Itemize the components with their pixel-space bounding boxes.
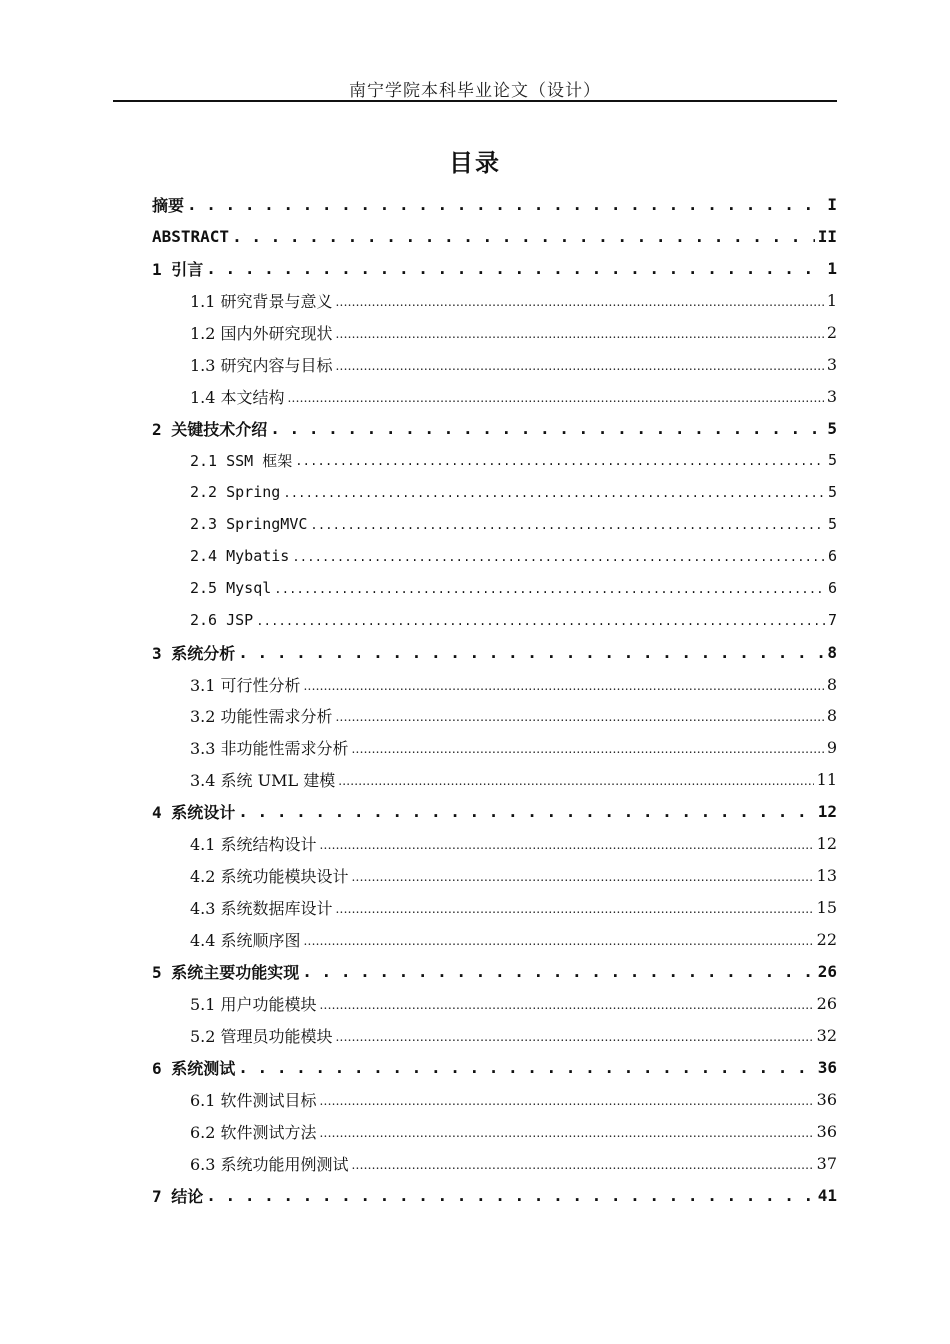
toc-page-number: 3 [826, 387, 837, 407]
toc-dot-leader [256, 611, 825, 629]
toc-page-number: 1 [827, 259, 837, 279]
toc-page-number: 26 [816, 993, 837, 1013]
toc-page-number: I [827, 195, 837, 215]
toc-section-entry[interactable] [152, 764, 837, 796]
toc-page-number: 37 [816, 1153, 837, 1173]
toc-dot-leader [238, 802, 814, 821]
toc-page-number: 6 [827, 547, 837, 566]
toc-dot-leader [320, 834, 814, 853]
toc-dot-leader [302, 962, 814, 981]
toc-section-entry[interactable] [152, 1115, 837, 1147]
toc-section-entry[interactable] [152, 1147, 837, 1179]
toc-page-number: 12 [817, 802, 837, 822]
header-divider [113, 100, 837, 102]
toc-section-entry[interactable] [152, 508, 837, 540]
toc-dot-leader [187, 195, 824, 214]
toc-section-entry[interactable] [152, 892, 837, 924]
running-header: 南宁学院本科毕业论文（设计） [349, 81, 601, 101]
toc-section-entry[interactable] [152, 987, 837, 1019]
toc-entry-label: 3.3 非功能性需求分析 [190, 739, 349, 759]
toc-section-entry[interactable] [152, 1019, 837, 1051]
toc-section-entry[interactable] [152, 445, 837, 477]
toc-page-number: 7 [827, 611, 837, 630]
toc-section-entry[interactable] [152, 349, 837, 381]
toc-dot-leader [238, 643, 824, 662]
toc-entry-label: 5 系统主要功能实现 [152, 962, 300, 982]
table-of-contents [152, 189, 837, 1211]
toc-entry-label: 4 系统设计 [152, 803, 236, 823]
toc-dot-leader [336, 898, 814, 917]
toc-title: 目录 [449, 149, 501, 177]
toc-entry-label: 5.2 管理员功能模块 [190, 1026, 333, 1046]
toc-section-entry[interactable] [152, 317, 837, 349]
toc-entry-label: 1.4 本文结构 [190, 388, 285, 408]
toc-entry-label: 4.1 系统结构设计 [190, 835, 317, 855]
toc-section-entry[interactable] [152, 860, 837, 892]
toc-dot-leader [292, 547, 825, 565]
toc-entry-label: 摘要 [152, 196, 185, 216]
toc-chapter-entry[interactable] [152, 1051, 837, 1083]
toc-page-number: 26 [817, 961, 837, 981]
toc-entry-label: 2.5 Mysql [190, 579, 272, 598]
toc-entry-label: 4.4 系统顺序图 [190, 931, 301, 951]
toc-section-entry[interactable] [152, 1083, 837, 1115]
toc-section-entry[interactable] [152, 732, 837, 764]
toc-dot-leader [206, 1186, 814, 1205]
toc-chapter-entry[interactable] [152, 413, 837, 445]
toc-page-number: 8 [827, 642, 837, 662]
toc-dot-leader [320, 1090, 814, 1109]
toc-section-entry[interactable] [152, 285, 837, 317]
toc-section-entry[interactable] [152, 668, 837, 700]
toc-entry-label: 4.3 系统数据库设计 [190, 899, 333, 919]
toc-page-number: 36 [816, 1121, 837, 1141]
toc-page-number: 3 [826, 355, 837, 375]
toc-page-number: 36 [816, 1089, 837, 1109]
toc-section-entry[interactable] [152, 572, 837, 604]
toc-chapter-entry[interactable] [152, 796, 837, 828]
toc-page-number: 5 [827, 483, 837, 502]
toc-page-number: 5 [827, 515, 837, 534]
toc-dot-leader [320, 994, 814, 1013]
toc-page-number: 8 [826, 706, 837, 726]
toc-section-entry[interactable] [152, 700, 837, 732]
toc-entry-label: 2.3 SpringMVC [190, 515, 308, 534]
toc-chapter-entry[interactable] [152, 956, 837, 988]
toc-dot-leader [274, 579, 825, 597]
toc-dot-leader [336, 355, 824, 374]
toc-entry-label: 2.2 Spring [190, 483, 281, 502]
toc-dot-leader [232, 227, 815, 246]
toc-dot-leader [270, 419, 824, 438]
toc-dot-leader [352, 1154, 814, 1173]
toc-dot-leader [288, 387, 824, 406]
toc-chapter-entry[interactable] [152, 636, 837, 668]
toc-page-number: 13 [816, 866, 837, 886]
toc-entry-label: 3.4 系统 UML 建模 [190, 771, 336, 791]
toc-page-number: 11 [816, 770, 837, 790]
toc-page-number: 32 [816, 1025, 837, 1045]
toc-page-number: 8 [826, 674, 837, 694]
toc-chapter-entry[interactable] [152, 221, 837, 253]
toc-dot-leader [295, 451, 825, 469]
toc-page-number: II [817, 227, 837, 247]
toc-entry-label: 1.3 研究内容与目标 [190, 356, 333, 376]
toc-entry-label: 1.2 国内外研究现状 [190, 324, 333, 344]
toc-dot-leader [238, 1058, 814, 1077]
toc-page-number: 36 [817, 1057, 837, 1077]
toc-page-number: 2 [826, 323, 837, 343]
toc-entry-label: ABSTRACT [152, 227, 230, 247]
toc-dot-leader [336, 1026, 814, 1045]
toc-page-number: 41 [817, 1185, 837, 1205]
toc-dot-leader [304, 930, 814, 949]
toc-entry-label: 3.1 可行性分析 [190, 675, 301, 695]
toc-entry-label: 3.2 功能性需求分析 [190, 707, 333, 727]
toc-section-entry[interactable] [152, 604, 837, 636]
toc-page-number: 1 [826, 291, 837, 311]
toc-section-entry[interactable] [152, 476, 837, 508]
toc-dot-leader [352, 738, 824, 757]
toc-chapter-entry[interactable] [152, 189, 837, 221]
toc-entry-label: 2.1 SSM 框架 [190, 451, 293, 470]
toc-section-entry[interactable] [152, 924, 837, 956]
toc-dot-leader [336, 323, 824, 342]
toc-dot-leader [338, 770, 813, 789]
toc-page-number: 22 [816, 930, 837, 950]
toc-dot-leader [304, 675, 824, 694]
toc-dot-leader [336, 291, 824, 310]
toc-page-number: 6 [827, 579, 837, 598]
toc-entry-label: 6.2 软件测试方法 [190, 1122, 317, 1142]
toc-entry-label: 2 关键技术介绍 [152, 420, 268, 440]
toc-dot-leader [336, 706, 824, 725]
toc-dot-leader [320, 1122, 814, 1141]
toc-dot-leader [352, 866, 814, 885]
toc-section-entry[interactable] [152, 540, 837, 572]
toc-entry-label: 6.1 软件测试目标 [190, 1090, 317, 1110]
toc-dot-leader [310, 515, 825, 533]
toc-entry-label: 1.1 研究背景与意义 [190, 292, 333, 312]
toc-page-number: 12 [816, 834, 837, 854]
toc-chapter-entry[interactable] [152, 1179, 837, 1211]
toc-entry-label: 1 引言 [152, 260, 204, 280]
toc-dot-leader [283, 483, 825, 501]
toc-entry-label: 7 结论 [152, 1186, 204, 1206]
toc-page-number: 9 [826, 738, 837, 758]
toc-section-entry[interactable] [152, 381, 837, 413]
toc-entry-label: 6.3 系统功能用例测试 [190, 1154, 349, 1174]
toc-entry-label: 2.4 Mybatis [190, 547, 290, 566]
toc-entry-label: 4.2 系统功能模块设计 [190, 867, 349, 887]
toc-page-number: 15 [816, 898, 837, 918]
toc-page-number: 5 [827, 419, 837, 439]
toc-chapter-entry[interactable] [152, 253, 837, 285]
toc-entry-label: 5.1 用户功能模块 [190, 994, 317, 1014]
toc-dot-leader [206, 259, 824, 278]
toc-entry-label: 3 系统分析 [152, 643, 236, 663]
toc-page-number: 5 [827, 451, 837, 470]
toc-entry-label: 6 系统测试 [152, 1058, 236, 1078]
toc-section-entry[interactable] [152, 828, 837, 860]
toc-entry-label: 2.6 JSP [190, 611, 254, 630]
